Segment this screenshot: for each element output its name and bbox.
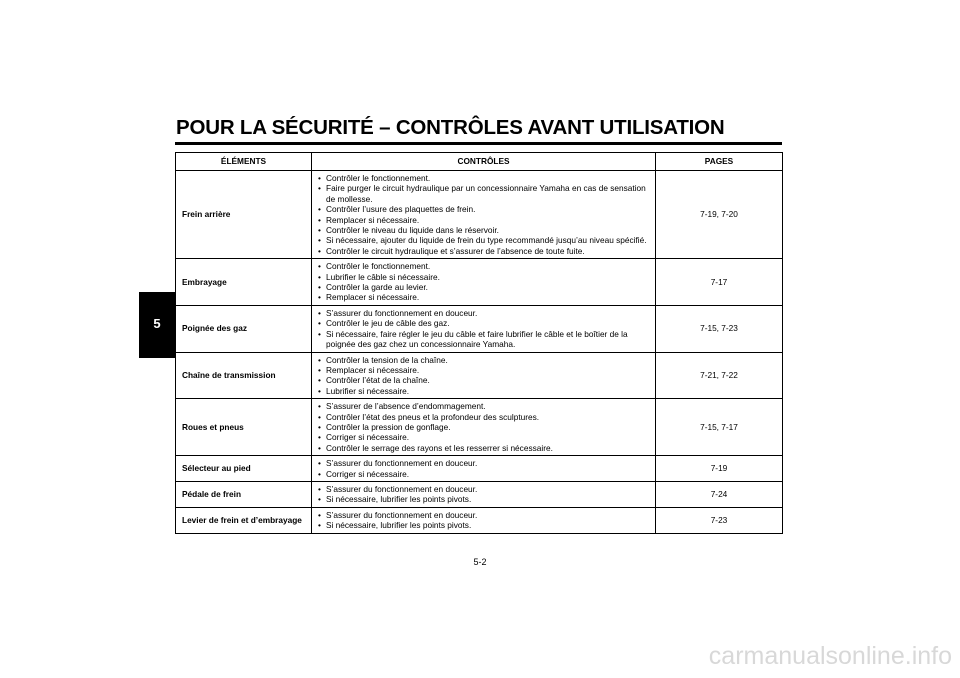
pre-operation-checks-table [175, 152, 783, 534]
chapter-tab: 5 [139, 312, 175, 334]
control-item: • Contrôler le serrage des rayons et les resserrer si nécessaire. [317, 443, 650, 453]
table-row [176, 171, 783, 259]
table-row [176, 507, 783, 533]
control-item: • Si nécessaire, ajouter du liquide de frein du type recommandé jusqu’au niveau spécifié. [317, 235, 650, 245]
control-item: • Si nécessaire, lubrifier les points pivots. [317, 494, 650, 504]
controls-cell [312, 305, 656, 352]
element-cell: Sélecteur au pied [176, 456, 312, 482]
element-cell: Poignée des gaz [176, 305, 312, 352]
element-cell: Frein arrière [176, 171, 312, 259]
header-elements: ÉLÉMENTS [176, 153, 312, 171]
element-cell: Pédale de frein [176, 481, 312, 507]
pages-cell: 7-23 [656, 507, 783, 533]
control-item: • S’assurer du fonctionnement en douceur. [317, 510, 650, 520]
control-item: • S’assurer du fonctionnement en douceur. [317, 484, 650, 494]
controls-list [317, 261, 650, 303]
table-row [176, 399, 783, 456]
control-item: • Lubrifier si nécessaire. [317, 386, 650, 396]
header-controls: CONTRÔLES [312, 153, 656, 171]
pages-cell: 7-19 [656, 456, 783, 482]
table-row [176, 456, 783, 482]
page-number: 5-2 [473, 557, 487, 567]
control-item: • Contrôler l’usure des plaquettes de frein. [317, 204, 650, 214]
pages-cell: 7-21, 7-22 [656, 352, 783, 399]
table-row [176, 481, 783, 507]
control-item: • Contrôler l’état de la chaîne. [317, 375, 650, 385]
control-item: • Remplacer si nécessaire. [317, 215, 650, 225]
control-item: • Contrôler la tension de la chaîne. [317, 355, 650, 365]
control-item: • Remplacer si nécessaire. [317, 365, 650, 375]
control-item: • Contrôler la garde au levier. [317, 282, 650, 292]
controls-list [317, 458, 650, 479]
controls-list [317, 308, 650, 350]
page-title: POUR LA SÉCURITÉ – CONTRÔLES AVANT UTILISATION [176, 116, 725, 139]
control-item: • S’assurer du fonctionnement en douceur. [317, 308, 650, 318]
control-item: • Remplacer si nécessaire. [317, 292, 650, 302]
element-cell: Levier de frein et d’embrayage [176, 507, 312, 533]
control-item: • S’assurer de l’absence d’endommagement. [317, 401, 650, 411]
controls-cell [312, 399, 656, 456]
control-item: • Si nécessaire, faire régler le jeu du câble et faire lubrifier le câble et le boîtier de la poignée des gaz chez un concessionnaire Yamaha. [317, 329, 650, 350]
control-item: • Si nécessaire, lubrifier les points pivots. [317, 520, 650, 530]
control-item: • Contrôler le jeu de câble des gaz. [317, 318, 650, 328]
header-pages: PAGES [656, 153, 783, 171]
control-item: • Faire purger le circuit hydraulique par un concessionnaire Yamaha en cas de sensation de mollesse. [317, 183, 650, 204]
pages-cell: 7-17 [656, 259, 783, 306]
control-item: • Contrôler le niveau du liquide dans le réservoir. [317, 225, 650, 235]
controls-cell [312, 507, 656, 533]
controls-cell [312, 481, 656, 507]
controls-list [317, 173, 650, 256]
controls-cell [312, 259, 656, 306]
controls-cell [312, 171, 656, 259]
pages-cell: 7-19, 7-20 [656, 171, 783, 259]
pages-cell: 7-24 [656, 481, 783, 507]
control-item: • Contrôler le circuit hydraulique et s’assurer de l’absence de toute fuite. [317, 246, 650, 256]
control-item: • Corriger si nécessaire. [317, 469, 650, 479]
controls-list [317, 401, 650, 453]
element-cell: Embrayage [176, 259, 312, 306]
controls-list [317, 355, 650, 397]
table-row [176, 259, 783, 306]
table-row [176, 305, 783, 352]
control-item: • Contrôler le fonctionnement. [317, 173, 650, 183]
table-row [176, 352, 783, 399]
controls-cell [312, 456, 656, 482]
pages-cell: 7-15, 7-17 [656, 399, 783, 456]
control-item: • Contrôler l’état des pneus et la profondeur des sculptures. [317, 412, 650, 422]
controls-list [317, 510, 650, 531]
element-cell: Chaîne de transmission [176, 352, 312, 399]
pages-cell: 7-15, 7-23 [656, 305, 783, 352]
table-header-row [176, 153, 783, 171]
controls-list [317, 484, 650, 505]
watermark: carmanualsonline.info [708, 642, 952, 670]
control-item: • S’assurer du fonctionnement en douceur. [317, 458, 650, 468]
control-item: • Corriger si nécessaire. [317, 432, 650, 442]
controls-cell [312, 352, 656, 399]
element-cell: Roues et pneus [176, 399, 312, 456]
control-item: • Contrôler le fonctionnement. [317, 261, 650, 271]
control-item: • Lubrifier le câble si nécessaire. [317, 272, 650, 282]
title-underline [175, 142, 782, 145]
control-item: • Contrôler la pression de gonflage. [317, 422, 650, 432]
